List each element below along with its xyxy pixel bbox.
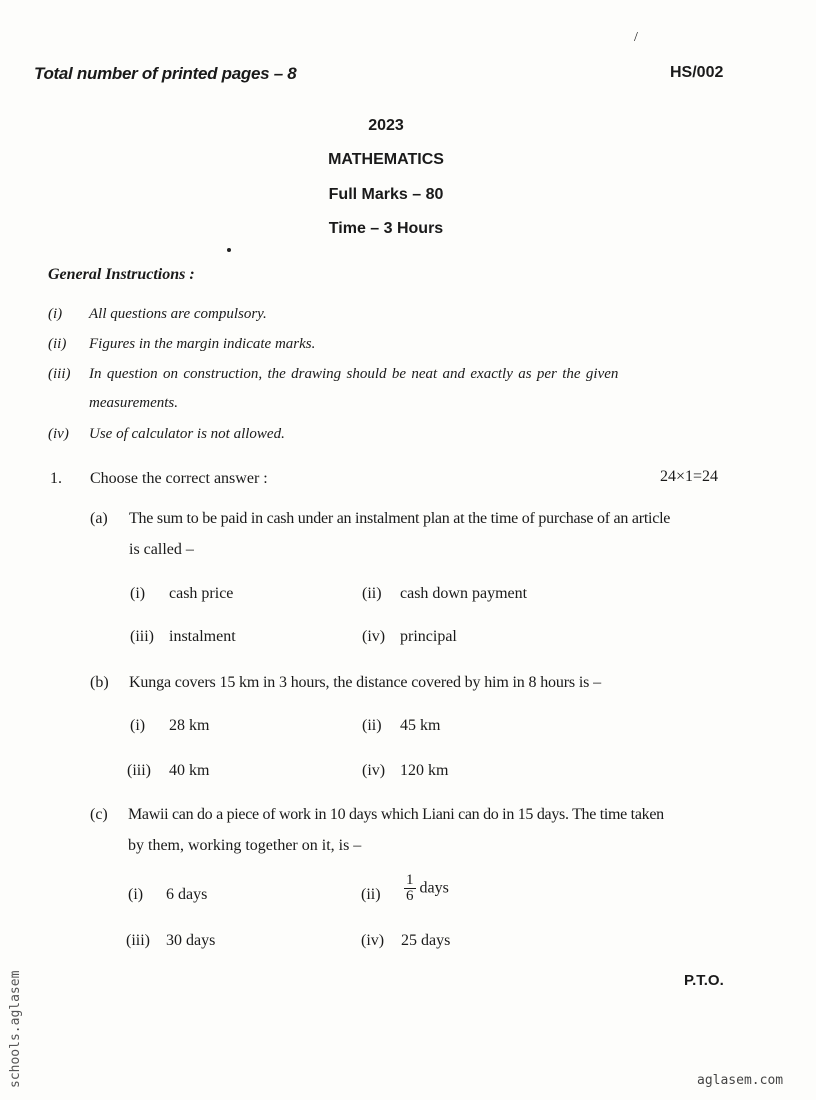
option-text: 25 days	[401, 932, 451, 949]
footer-watermark: aglasem.com	[697, 1073, 784, 1088]
part-question: Kunga covers 15 km in 3 hours, the distance covered by him in 8 hours is –	[129, 674, 601, 691]
option-number: (ii)	[362, 717, 382, 734]
fraction-numerator: 1	[406, 872, 414, 888]
side-watermark: schools.aglasem	[8, 970, 23, 1088]
part-question: The sum to be paid in cash under an instalment plan at the time of purchase of an article	[129, 510, 671, 527]
option-number: (iii)	[126, 932, 150, 949]
option-number: (ii)	[361, 886, 381, 903]
option-number: (iii)	[127, 762, 151, 779]
option-text: principal	[400, 628, 457, 645]
total-pages-note: Total number of printed pages – 8	[34, 64, 297, 83]
instruction-text: Use of calculator is not allowed.	[89, 426, 285, 442]
option-text: 40 km	[169, 762, 210, 779]
option-number: (iv)	[362, 628, 386, 645]
exam-year: 2023	[368, 117, 404, 134]
question-number: 1.	[50, 470, 62, 487]
subject-title: MATHEMATICS	[328, 151, 444, 168]
option-text: 30 days	[166, 932, 216, 949]
instruction-text: In question on construction, the drawing should be neat and exactly as per the given	[89, 366, 619, 382]
instruction-number: (iv)	[48, 426, 69, 442]
option-number: (iv)	[362, 762, 386, 779]
paper-code: HS/002	[670, 64, 724, 81]
option-number: (i)	[128, 886, 144, 903]
option-number: (iv)	[361, 932, 385, 949]
option-fraction	[404, 873, 449, 904]
option-number: (i)	[130, 585, 146, 602]
option-text: cash down payment	[400, 585, 528, 602]
instruction-number: (iii)	[48, 366, 71, 382]
part-label: (a)	[90, 510, 108, 527]
full-marks: Full Marks – 80	[328, 186, 444, 203]
instructions-heading: General Instructions :	[48, 266, 195, 283]
option-text: instalment	[169, 628, 236, 645]
time-allowed: Time – 3 Hours	[328, 220, 444, 237]
part-question: Mawii can do a piece of work in 10 days which Liani can do in 15 days. The time taken	[128, 806, 664, 823]
instruction-number: (ii)	[48, 336, 67, 352]
option-text: 28 km	[169, 717, 210, 734]
option-text: cash price	[169, 585, 234, 602]
option-text: 6 days	[166, 886, 208, 903]
option-number: (ii)	[362, 585, 382, 602]
part-question-continued: is called –	[129, 541, 194, 558]
fraction-denominator: 6	[406, 888, 414, 904]
part-label: (c)	[90, 806, 108, 823]
instruction-text-continued: measurements.	[89, 395, 179, 411]
option-text: 45 km	[400, 717, 441, 734]
option-number: (iii)	[130, 628, 154, 645]
tick-mark: /	[634, 30, 638, 45]
question-marks: 24×1=24	[660, 468, 719, 485]
option-number: (i)	[130, 717, 146, 734]
instruction-text: Figures in the margin indicate marks.	[89, 336, 316, 352]
part-label: (b)	[90, 674, 109, 691]
part-question-continued: by them, working together on it, is –	[128, 837, 362, 854]
option-text: days	[419, 879, 449, 897]
instruction-text: All questions are compulsory.	[89, 306, 267, 322]
please-turn-over: P.T.O.	[684, 972, 724, 989]
instruction-number: (i)	[48, 306, 63, 322]
ink-dot	[227, 248, 231, 252]
question-prompt: Choose the correct answer :	[90, 470, 268, 487]
option-text: 120 km	[400, 762, 449, 779]
